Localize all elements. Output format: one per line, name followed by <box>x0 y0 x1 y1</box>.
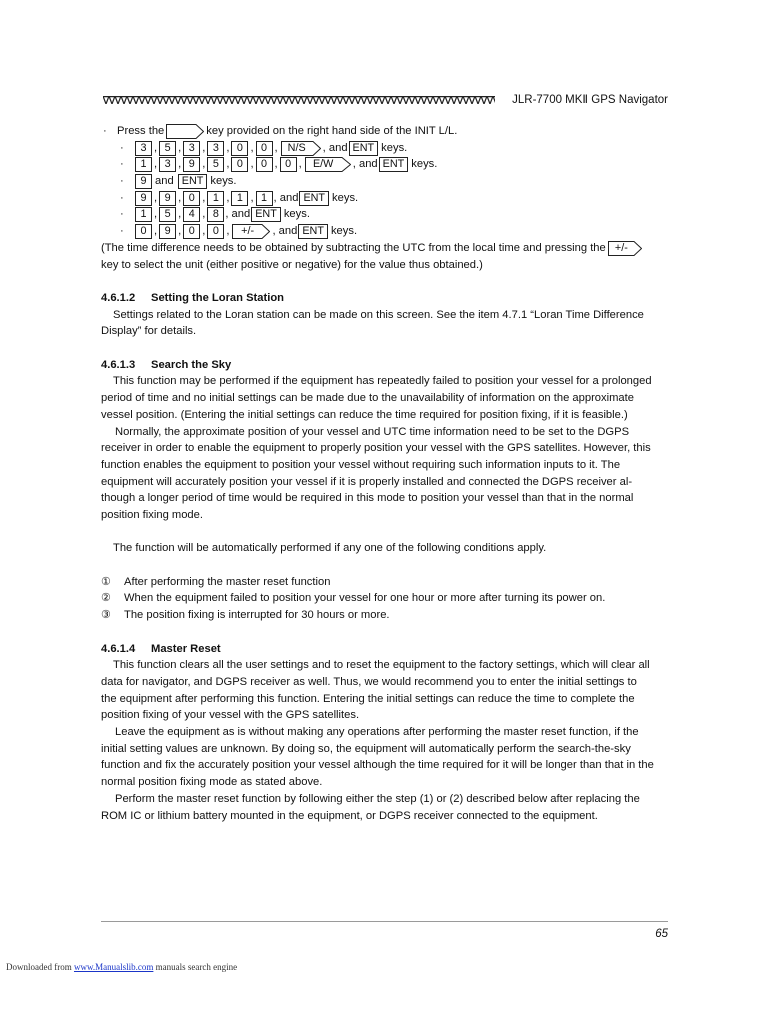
section-number: 4.6.1.4 <box>101 642 136 655</box>
zigzag-rule <box>103 96 495 104</box>
section-heading <box>101 357 668 374</box>
download-suffix: manuals search engine <box>155 962 238 972</box>
ew-key-label: E/W <box>312 158 334 171</box>
plus-minus-key-label: +/- <box>241 224 255 237</box>
paragraph-line: function and fix the accurately position your vessel although the time required for it will be longer than that in the <box>101 759 654 772</box>
key-5: 5 <box>207 157 224 172</box>
paragraph-line: data for navigator, and DGPS receiver as well. Thus, we would recommend you to enter the initial settings to <box>101 675 637 688</box>
bullet-text: keys. <box>210 175 237 188</box>
paragraph-line: position fixing mode. <box>101 509 203 522</box>
bullet-text: keys. <box>411 158 438 171</box>
blank-arrow-key-icon <box>166 124 204 139</box>
ns-key-label: N/S <box>287 141 306 154</box>
section-heading <box>101 290 668 307</box>
bullet-text: , and <box>352 158 378 171</box>
key-9: 9 <box>135 174 152 189</box>
key-ent: ENT <box>349 141 379 156</box>
section-title: Search the Sky <box>151 358 232 371</box>
bullet-item <box>101 173 668 190</box>
key-0: 0 <box>280 157 297 172</box>
section-number: 4.6.1.3 <box>101 358 136 371</box>
key-1: 1 <box>135 207 152 222</box>
note-text: key to select the unit (either positive or negative) for the value thus obtained.) <box>101 258 483 271</box>
manualslib-link[interactable]: www.Manualslib.com <box>73 962 154 972</box>
section-title: Setting the Loran Station <box>151 291 285 304</box>
bullet-dot: · <box>103 125 107 137</box>
key-0: 0 <box>256 141 273 156</box>
key-ent: ENT <box>299 191 329 206</box>
page-header <box>103 92 668 108</box>
bullet-item: · 3 , 5 , 3 , 3 , 0 , 0 , N/S , and ENT keys. <box>101 140 668 157</box>
key-0: 0 <box>183 191 200 206</box>
footer-rule <box>101 921 668 922</box>
key-ent: ENT <box>298 224 328 239</box>
ew-arrow-key-icon <box>305 157 351 172</box>
bullet-text: , and <box>322 141 348 154</box>
bullet-dot: · <box>120 225 124 238</box>
key-1: 1 <box>231 191 248 206</box>
section-title: Master Reset <box>151 642 221 655</box>
bullet-dot: · <box>120 141 124 154</box>
bullet-text: keys. <box>330 225 358 238</box>
key-ent: ENT <box>251 207 281 222</box>
paragraph-line: initial setting values are unknown. By doing so, the equipment will automatically perform the search-the-sky <box>101 742 631 755</box>
paragraph-line: period of time and no initial settings can be made due to the unavailability of information on the approximate <box>101 392 634 405</box>
key-5: 5 <box>159 207 176 222</box>
condition-item <box>101 607 668 624</box>
bullet-text: , and <box>272 225 298 238</box>
bullet-dot: · <box>120 191 124 204</box>
condition-item <box>101 590 668 607</box>
key-0: 0 <box>135 224 152 239</box>
paragraph-line: receiver in order to enable the equipment to properly position your vessel with the GPS satellites. However, this <box>101 442 651 455</box>
condition-number: ② <box>101 592 112 605</box>
key-3: 3 <box>207 141 224 156</box>
key-0: 0 <box>256 157 273 172</box>
bullet-text: keys. <box>283 208 310 221</box>
condition-number: ③ <box>101 609 112 622</box>
section-number: 4.6.1.2 <box>101 291 136 304</box>
condition-item <box>101 574 668 591</box>
key-1: 1 <box>256 191 273 206</box>
paragraph-line: Leave the equipment as is without making any operations after performing the master reset function, if the <box>115 726 639 739</box>
bullet-text: keys. <box>332 191 359 204</box>
paragraph-line: Settings related to the Loran station can be made on this screen. See the item 4.7.1 “Loran Time Difference <box>113 308 644 321</box>
bullet-dot: · <box>120 175 124 188</box>
note-text: (The time difference needs to be obtained by subtracting the UTC from the local time and pressing the <box>101 241 606 254</box>
key-9: 9 <box>183 157 200 172</box>
key-3: 3 <box>135 141 152 156</box>
key-8: 8 <box>207 207 224 222</box>
condition-text: When the equipment failed to position your vessel for one hour or more after turning its power on. <box>124 592 606 605</box>
bullet-item: · 1 , 5 , 4 , 8 , and ENT keys. <box>101 206 668 223</box>
paragraph-line: ROM IC or lithium battery mounted in the equipment, or DGPS receiver connected to the equipment. <box>101 809 598 822</box>
key-3: 3 <box>183 141 200 156</box>
condition-text: After performing the master reset function <box>124 575 331 588</box>
condition-text: The position fixing is interrupted for 30 hours or more. <box>124 609 390 622</box>
bullet-item: · 1 , 3 , 9 , 5 , 0 , 0 , 0 , E/W , and ENT keys. <box>101 156 668 173</box>
key-3: 3 <box>159 157 176 172</box>
key-0: 0 <box>231 141 248 156</box>
key-9: 9 <box>159 224 176 239</box>
paragraph-line: vessel position. (Entering the initial settings can reduce the time required for position fixing, if it is feasible.) <box>101 408 628 421</box>
key-4: 4 <box>183 207 200 222</box>
key-1: 1 <box>135 157 152 172</box>
download-prefix: Downloaded from <box>6 962 72 972</box>
key-9: 9 <box>159 191 176 206</box>
key-1: 1 <box>207 191 224 206</box>
paragraph-line: normal position fixing mode as stated above. <box>101 776 323 789</box>
bullet-text: , and <box>273 191 299 204</box>
key-0: 0 <box>183 224 200 239</box>
document-title: JLR-7700 MKⅡ GPS Navigator <box>512 94 668 106</box>
paragraph-line: equipment will accurately position your vessel if it is properly installed and connected the DGPS receiver al- <box>101 475 633 488</box>
plus-minus-arrow-key-icon <box>232 224 270 239</box>
bullet-text: and <box>155 175 174 188</box>
paragraph-line: This function clears all the user settings and to reset the equipment to the factory settings, which will clear all <box>113 659 650 672</box>
page-content <box>101 123 668 824</box>
page-number: 65 <box>655 928 668 940</box>
key-0: 0 <box>207 224 224 239</box>
note-line <box>101 240 668 257</box>
ns-arrow-key-icon <box>281 141 321 156</box>
key-0: 0 <box>231 157 248 172</box>
bullet-text: key provided on the right hand side of the INIT L/L. <box>206 125 458 137</box>
key-5: 5 <box>159 141 176 156</box>
paragraph-line: Display” for details. <box>101 325 197 338</box>
condition-number: ① <box>101 575 112 588</box>
key-ent: ENT <box>379 157 409 172</box>
paragraph-line: function enables the equipment to position your vessel without requiring such information inputs to it. The <box>101 458 621 471</box>
bullet-item: · 0 , 9 , 0 , 0 , +/- , and ENT keys. <box>101 223 668 240</box>
bullet-item: · 9 , 9 , 0 , 1 , 1 , 1 , and ENT keys. <box>101 190 668 207</box>
paragraph-line: Normally, the approximate position of your vessel and UTC time information need to be set to the DGPS <box>115 425 630 438</box>
key-ent: ENT <box>178 174 208 189</box>
bullet-text: keys. <box>381 141 408 154</box>
paragraph-line: Perform the master reset function by following either the step (1) or (2) described below after replacing the <box>115 792 640 805</box>
bullet-text: Press the <box>117 125 165 137</box>
paragraph-line: This function may be performed if the equipment has repeatedly failed to position your vessel for a prolonged <box>113 375 652 388</box>
download-note <box>6 962 237 972</box>
paragraph-line: position fixing of your vessel with the GPS satellites. <box>101 709 360 722</box>
bullet-dot: · <box>120 158 124 171</box>
plus-minus-key-label: +/- <box>614 241 628 254</box>
bullet-text: , and <box>225 208 251 221</box>
section-heading <box>101 641 668 658</box>
plus-minus-arrow-key-icon <box>608 241 642 256</box>
bullet-item <box>101 123 668 140</box>
key-9: 9 <box>135 191 152 206</box>
paragraph-line: though a longer period of time would be required in this mode to position your vessel than that in the normal <box>101 492 634 505</box>
bullet-dot: · <box>120 208 124 221</box>
paragraph-line: The function will be automatically performed if any one of the following conditions apply. <box>113 542 547 555</box>
paragraph-line: the equipment after performing this function. Entering the initial settings can reduce the time to complete the <box>101 692 635 705</box>
